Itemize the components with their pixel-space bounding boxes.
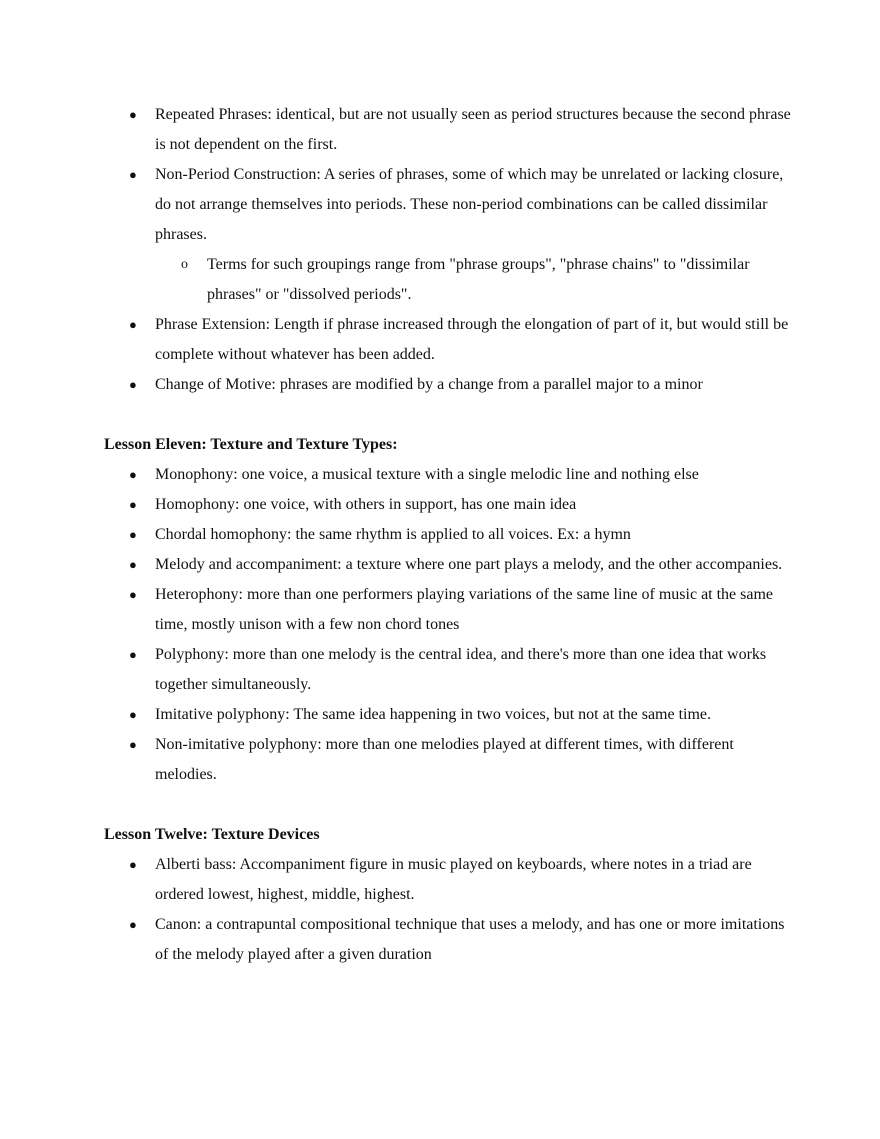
list-item xyxy=(104,310,794,370)
list-item xyxy=(104,580,794,640)
list-item xyxy=(104,730,794,790)
list-item xyxy=(104,370,794,400)
list-item xyxy=(104,460,794,490)
bullet-icon: ● xyxy=(129,317,137,332)
bullet-icon: ● xyxy=(129,467,137,482)
bullet-icon: ● xyxy=(129,527,137,542)
list-item xyxy=(104,640,794,700)
list-item-text: Non-imitative polyphony: more than one melodies played at different times, with different melodies. xyxy=(155,736,734,783)
list-item-text: Monophony: one voice, a musical texture with a single melodic line and nothing else xyxy=(155,466,699,483)
list-item-text: Chordal homophony: the same rhythm is applied to all voices. Ex: a hymn xyxy=(155,526,631,543)
bullet-icon: ● xyxy=(129,167,137,182)
list-item xyxy=(104,910,794,970)
phrase-types-list xyxy=(104,100,794,400)
section-spacer xyxy=(104,400,794,430)
list-item xyxy=(104,850,794,910)
bullet-icon: ● xyxy=(129,737,137,752)
list-item-text: Repeated Phrases: identical, but are not usually seen as period structures because the second phrase is not dependent on the first. xyxy=(155,106,791,153)
list-item xyxy=(104,520,794,550)
list-item xyxy=(104,550,794,580)
sub-list xyxy=(155,250,794,310)
bullet-icon: ● xyxy=(129,857,137,872)
texture-types-list xyxy=(104,460,794,790)
list-item xyxy=(104,490,794,520)
list-item-text: Imitative polyphony: The same idea happening in two voices, but not at the same time. xyxy=(155,706,712,723)
document-body xyxy=(104,100,794,970)
list-item-text: Phrase Extension: Length if phrase increased through the elongation of part of it, but would still be complete without whatever has been added. xyxy=(155,316,789,363)
sub-list-item xyxy=(155,250,794,310)
list-item-text: Polyphony: more than one melody is the central idea, and there's more than one idea that works together simultaneously. xyxy=(155,646,767,693)
section-heading: Lesson Eleven: Texture and Texture Types: xyxy=(104,436,398,453)
section-spacer xyxy=(104,790,794,820)
bullet-icon: ● xyxy=(129,707,137,722)
texture-devices-list xyxy=(104,850,794,970)
sub-list-item-text: Terms for such groupings range from "phrase groups", "phrase chains" to "dissimilar phrases" or "dissolved periods". xyxy=(207,256,750,303)
list-item-text: Change of Motive: phrases are modified by a change from a parallel major to a minor xyxy=(155,376,703,393)
bullet-icon: ● xyxy=(129,557,137,572)
list-item-text: Homophony: one voice, with others in support, has one main idea xyxy=(155,496,577,513)
list-item-text: Melody and accompaniment: a texture where one part plays a melody, and the other accompanies. xyxy=(155,556,783,573)
bullet-icon: ● xyxy=(129,917,137,932)
bullet-icon: ● xyxy=(129,107,137,122)
list-item xyxy=(104,160,794,310)
bullet-icon: ● xyxy=(129,497,137,512)
section-heading: Lesson Twelve: Texture Devices xyxy=(104,826,320,843)
list-item-text: Heterophony: more than one performers playing variations of the same line of music at the same time, mostly unison with a few non chord tones xyxy=(155,586,774,633)
list-item xyxy=(104,100,794,160)
bullet-icon: ● xyxy=(129,587,137,602)
bullet-icon: ● xyxy=(129,377,137,392)
bullet-icon: ● xyxy=(129,647,137,662)
list-item-text: Canon: a contrapuntal compositional technique that uses a melody, and has one or more imitations of the melody played after a given duration xyxy=(155,916,785,963)
list-item-text: Alberti bass: Accompaniment figure in music played on keyboards, where notes in a triad are ordered lowest, highest, middle, highest. xyxy=(155,856,752,903)
list-item-text: Non-Period Construction: A series of phrases, some of which may be unrelated or lacking closure, do not arrange themselves into periods. These non-period combinations can be called dissimilar phrases. xyxy=(155,166,784,243)
list-item xyxy=(104,700,794,730)
hollow-bullet-icon: o xyxy=(181,257,188,272)
